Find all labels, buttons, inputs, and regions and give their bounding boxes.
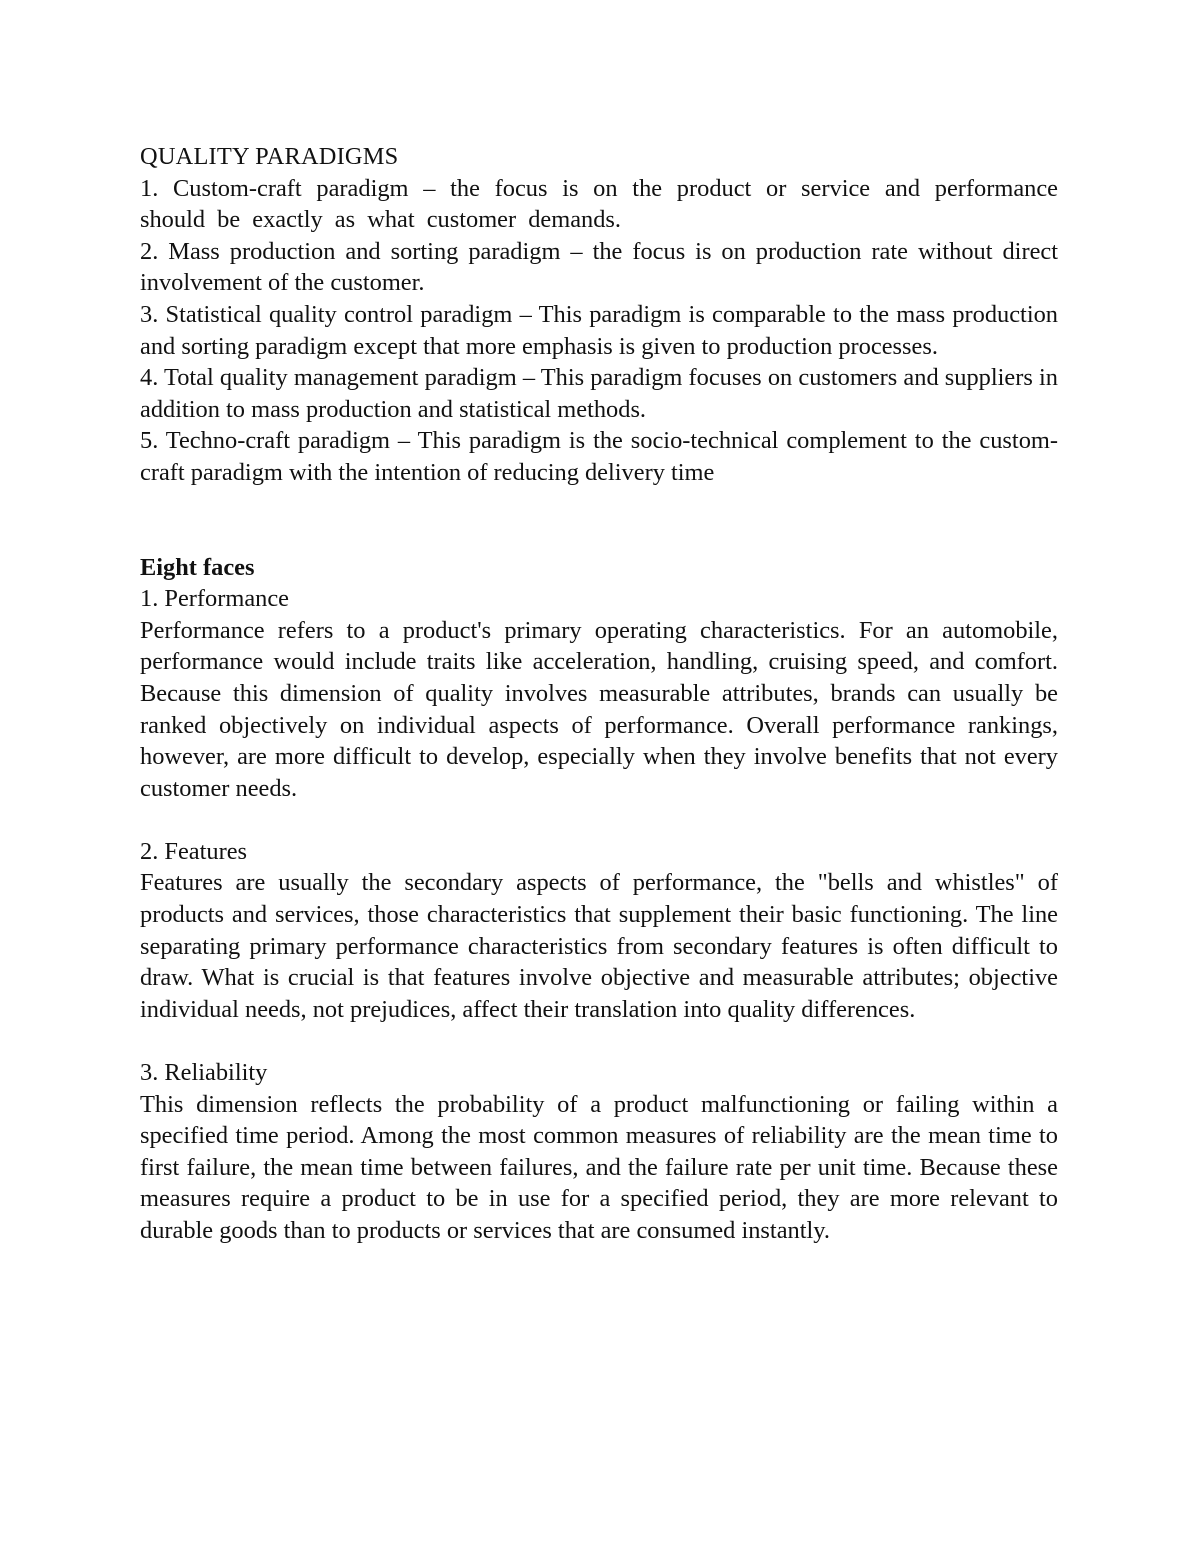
paradigms-heading: QUALITY PARADIGMS bbox=[140, 143, 399, 170]
face-1-title: 1. Performance bbox=[140, 585, 289, 613]
face-3-body: This dimension reflects the probability of a product malfunctioning or failing within a specified time period. Among the most common measures of reliability are the mean time to first failure, the mean time between failures, and the failure rate per unit time. Because these measures require a product to be in use for a specified period, they are more relevant to durable goods than to products or services that are consumed instantly. bbox=[140, 1090, 1058, 1244]
section-gap bbox=[140, 489, 1058, 552]
paragraph-gap bbox=[140, 1025, 1058, 1057]
face-3-title: 3. Reliability bbox=[140, 1059, 268, 1087]
paradigm-item-3: 3. Statistical quality control paradigm – This paradigm is comparable to the mass production and sorting paradigm except that more emphasis is given to production processes. bbox=[140, 300, 1058, 360]
paradigm-item-5: 5. Techno-craft paradigm – This paradigm is the socio-technical complement to the custom-craft paradigm with the intention of reducing delivery time bbox=[140, 427, 1058, 486]
paradigm-item-2: 2. Mass production and sorting paradigm – the focus is on production rate without direct involvement of the customer. bbox=[140, 237, 1058, 297]
face-1-body: Performance refers to a product's primary operating characteristics. For an automobile, performance would include traits like acceleration, handling, cruising speed, and comfort. Because this dimension of quality involves measurable attributes, brands can usually be ranked objectively on individual aspects of performance. Overall performance rankings, however, are more difficult to develop, especially when they involve benefits that not every customer needs. bbox=[140, 616, 1058, 802]
paragraph-gap bbox=[140, 804, 1058, 836]
paradigm-item-1: 1. Custom-craft paradigm – the focus is on the product or service and performance should be exactly as what customer demands. bbox=[140, 174, 1058, 234]
face-2-title: 2. Features bbox=[140, 837, 248, 865]
document-page bbox=[140, 141, 1058, 1247]
paradigm-item-4: 4. Total quality management paradigm – This paradigm focuses on customers and suppliers in addition to mass production and statistical methods. bbox=[140, 364, 1058, 423]
face-2-body: Features are usually the secondary aspects of performance, the "bells and whistles" of products and services, those characteristics that supplement their basic functioning. The line separating primary performance characteristics from secondary features is often difficult to draw. What is crucial is that features involve objective and measurable attributes; objective individual needs, not prejudices, affect their translation into quality differences. bbox=[140, 869, 1058, 1023]
faces-heading: Eight faces bbox=[140, 553, 255, 581]
